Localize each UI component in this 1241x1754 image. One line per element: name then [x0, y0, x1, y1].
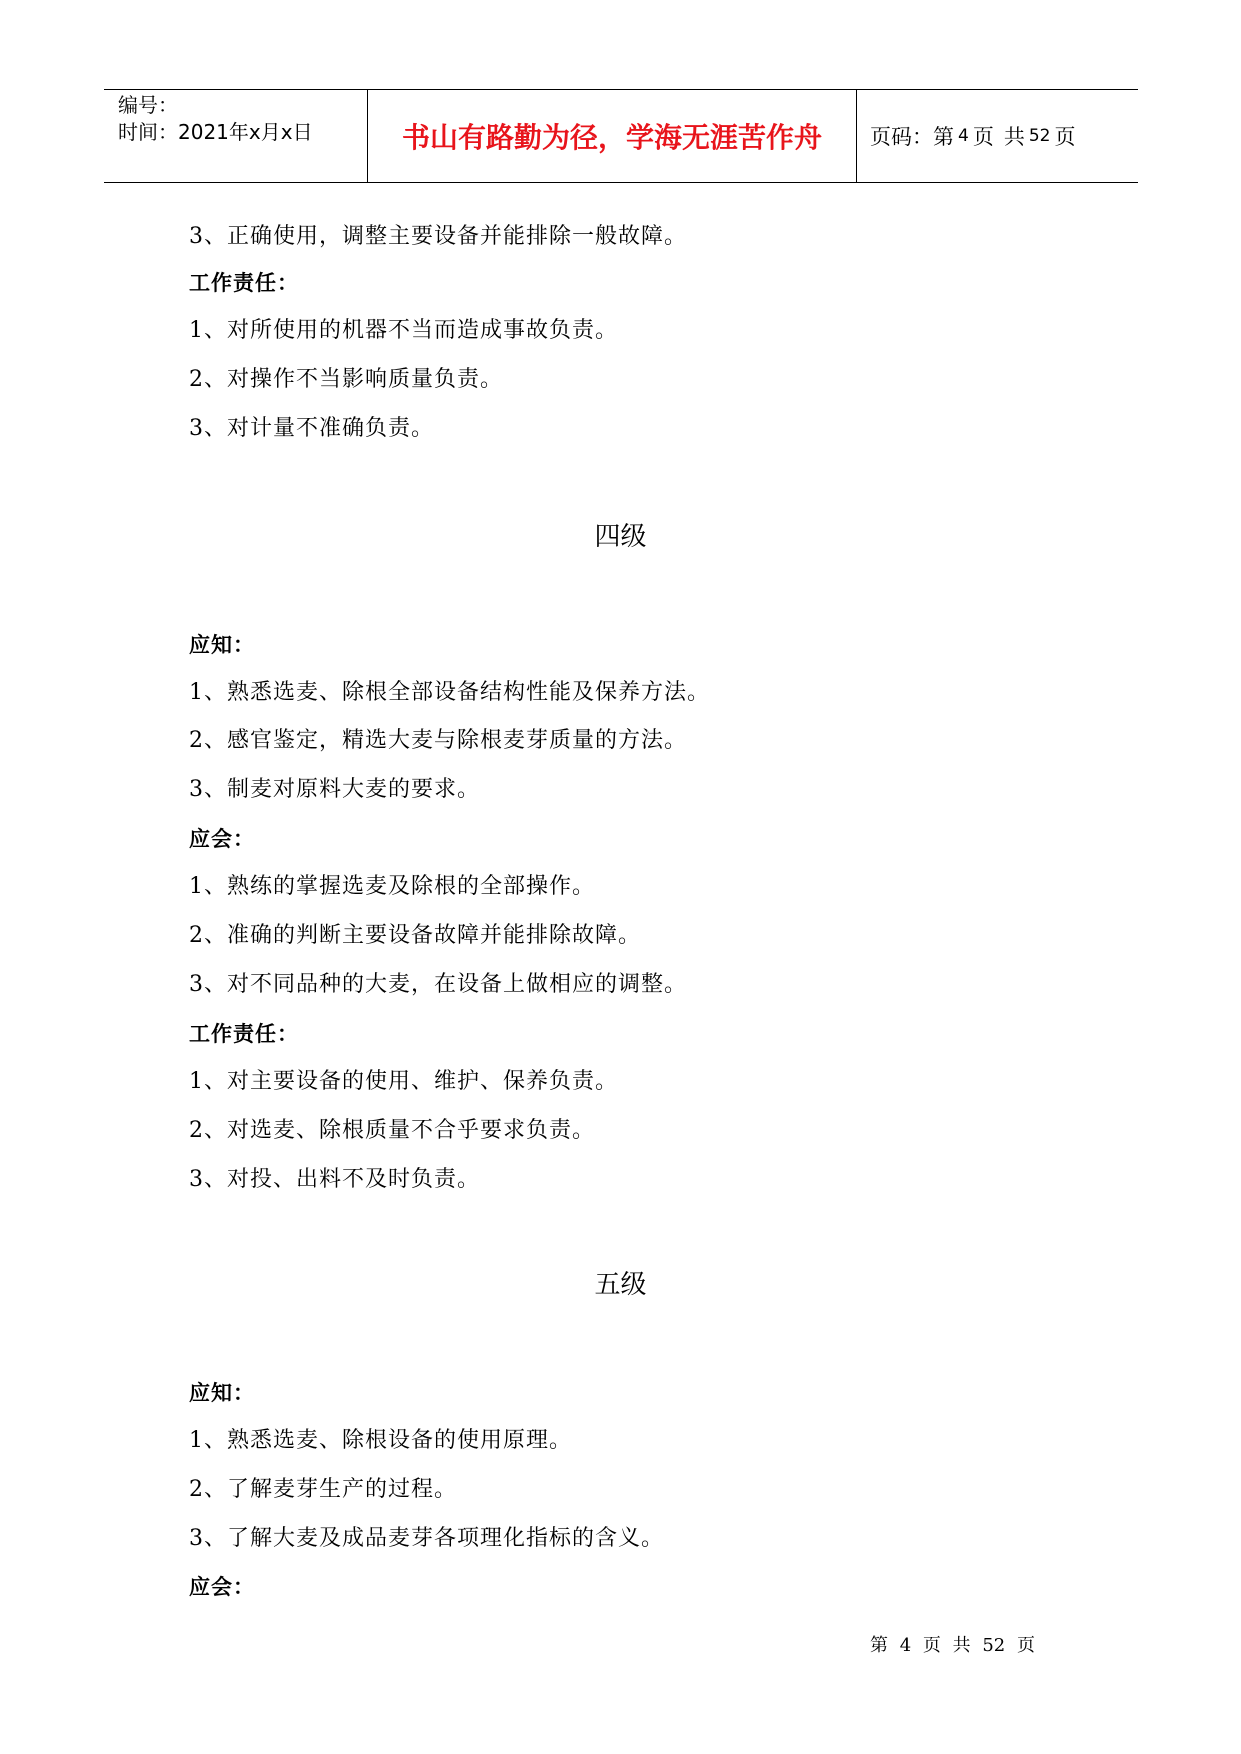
list-item: 2、对选麦、除根质量不合乎要求负责。	[189, 1118, 595, 1143]
section-heading: 应会：	[189, 827, 255, 851]
header-page-number	[870, 90, 1075, 182]
list-item: 1、熟悉选麦、除根全部设备结构性能及保养方法。	[189, 680, 710, 705]
page-header	[104, 89, 1138, 183]
section-heading: 应知：	[189, 633, 255, 657]
list-item: 1、熟练的掌握选麦及除根的全部操作。	[189, 874, 595, 899]
page-footer: 第 4 页 共 52 页	[870, 1635, 1035, 1656]
list-item: 3、正确使用，调整主要设备并能排除一般故障。	[189, 224, 687, 249]
list-item: 1、对所使用的机器不当而造成事故负责。	[189, 318, 618, 343]
section-heading: 工作责任：	[189, 1022, 299, 1046]
level-title: 五级	[594, 1270, 647, 1300]
page-total: 52	[1028, 126, 1051, 146]
list-item: 3、对投、出料不及时负责。	[189, 1167, 480, 1192]
list-item: 3、制麦对原料大麦的要求。	[189, 777, 480, 802]
header-divider	[367, 90, 368, 182]
list-item: 2、了解麦芽生产的过程。	[189, 1477, 457, 1502]
section-heading: 应知：	[189, 1381, 255, 1405]
list-item: 2、感官鉴定，精选大麦与除根麦芽质量的方法。	[189, 728, 687, 753]
section-heading: 工作责任：	[189, 271, 299, 295]
page-suffix: 页	[1054, 125, 1076, 149]
page-middle: 页	[972, 125, 994, 149]
header-motto: 书山有路勤为径，学海无涯苦作舟	[401, 121, 822, 154]
time-label: 时间：2021年x月x日	[118, 120, 313, 144]
list-item: 3、对不同品种的大麦，在设备上做相应的调整。	[189, 972, 687, 997]
header-divider	[856, 90, 857, 182]
header-meta	[118, 92, 313, 146]
page-total-prefix: 共	[1003, 125, 1025, 149]
level-title: 四级	[594, 522, 647, 552]
list-item: 3、对计量不准确负责。	[189, 416, 434, 441]
list-item: 3、了解大麦及成品麦芽各项理化指标的含义。	[189, 1526, 664, 1551]
list-item: 1、熟悉选麦、除根设备的使用原理。	[189, 1428, 572, 1453]
list-item: 2、准确的判断主要设备故障并能排除故障。	[189, 923, 641, 948]
list-item: 2、对操作不当影响质量负责。	[189, 367, 503, 392]
page-current: 4	[958, 126, 969, 146]
list-item: 1、对主要设备的使用、维护、保养负责。	[189, 1069, 618, 1094]
page-prefix: 页码：第	[870, 125, 954, 149]
section-heading: 应会：	[189, 1575, 255, 1599]
number-label: 编号：	[118, 93, 178, 117]
